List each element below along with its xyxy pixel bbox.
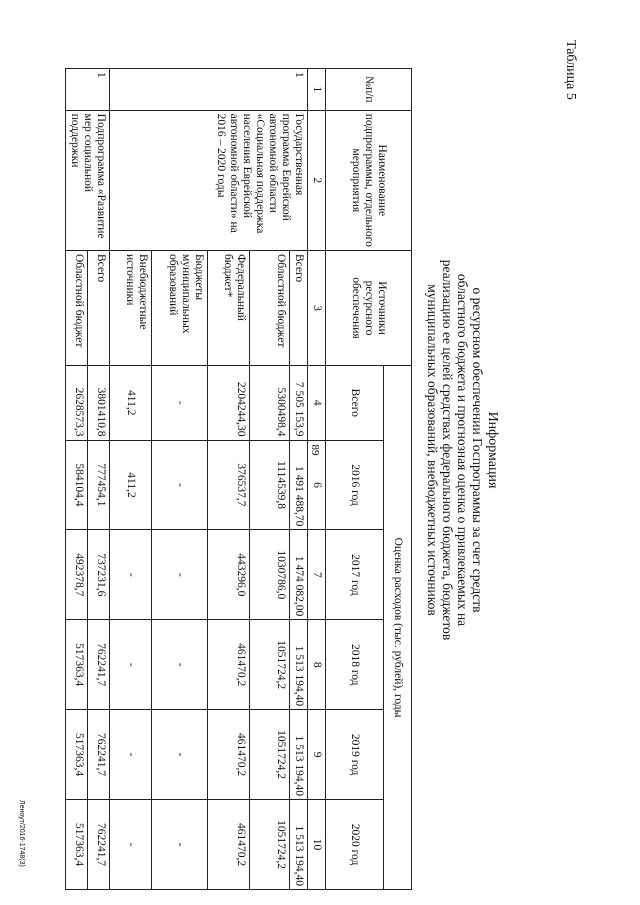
table-row <box>88 69 110 890</box>
value-cell: 762241,7 <box>88 710 110 800</box>
index-cell: 7 <box>308 530 326 620</box>
value-cell: - <box>152 366 208 441</box>
row-source: Бюджеты муниципальных образований <box>152 250 208 365</box>
value-cell: 7 505 153,9 <box>290 366 308 441</box>
value-cell: - <box>152 800 208 890</box>
table-row <box>290 69 308 890</box>
index-cell: 9 <box>308 710 326 800</box>
value-cell: 2204244,30 <box>208 366 250 441</box>
value-cell: 584104,4 <box>66 440 88 530</box>
index-cell: 1 <box>308 69 326 111</box>
row-source: Всего <box>290 250 308 365</box>
value-cell: 492378,7 <box>66 530 88 620</box>
value-cell: 411,2 <box>110 440 152 530</box>
value-cell: 3801410,8 <box>88 366 110 441</box>
value-cell: 517363,4 <box>66 620 88 710</box>
value-cell: 1 513 194,40 <box>290 800 308 890</box>
value-cell: - <box>110 800 152 890</box>
row-source: Внебюджетные источники <box>110 250 152 365</box>
value-cell: 762241,7 <box>88 800 110 890</box>
header-year: 2016 год <box>326 440 384 530</box>
document-heading <box>425 130 500 770</box>
page-number: 89 <box>309 444 321 456</box>
value-cell: 1114539,8 <box>250 440 290 530</box>
header-total: Всего <box>326 366 384 441</box>
row-source: Федеральный бюджет* <box>208 250 250 365</box>
value-cell: - <box>152 440 208 530</box>
value-cell: - <box>110 620 152 710</box>
value-cell: 1051724,2 <box>250 620 290 710</box>
value-cell: - <box>110 530 152 620</box>
value-cell: 461470,2 <box>208 800 250 890</box>
value-cell: 1 513 194,40 <box>290 710 308 800</box>
value-cell: 1 513 194,40 <box>290 620 308 710</box>
table-label: Таблица 5 <box>563 40 578 100</box>
header-year: 2017 год <box>326 530 384 620</box>
heading-line: муниципальных образований, внебюджетных источников <box>425 284 440 616</box>
heading-line: областного бюджета и прогнозная оценка о привлекаемых на <box>455 273 470 627</box>
resource-table <box>65 68 412 890</box>
header-num: №п/п <box>326 69 412 111</box>
index-row <box>308 69 326 890</box>
header-source: Источники ресурсного обеспечения <box>326 250 412 365</box>
value-cell: 376537,7 <box>208 440 250 530</box>
index-cell: 4 <box>308 366 326 441</box>
value-cell: 411,2 <box>110 366 152 441</box>
index-cell: 2 <box>308 110 326 250</box>
index-cell: 8 <box>308 620 326 710</box>
row-source: Областной бюджет <box>250 250 290 365</box>
header-estimate: Оценка расходов (тыс. рублей), годы <box>384 366 412 890</box>
index-cell: 3 <box>308 250 326 365</box>
value-cell: 443296,0 <box>208 530 250 620</box>
value-cell: 1030786,0 <box>250 530 290 620</box>
value-cell: 517363,4 <box>66 800 88 890</box>
heading-line: о ресурсном обеспечении Госпрограммы за счет средств <box>470 287 485 613</box>
index-cell: 6 <box>308 440 326 530</box>
value-cell: - <box>152 710 208 800</box>
header-year: 2020 год <box>326 800 384 890</box>
value-cell: 461470,2 <box>208 710 250 800</box>
value-cell: 1051724,2 <box>250 710 290 800</box>
row-num: 1 <box>110 69 308 111</box>
value-cell: 762241,7 <box>88 620 110 710</box>
value-cell: 1 491 488,70 <box>290 440 308 530</box>
value-cell: 777454,1 <box>88 440 110 530</box>
value-cell: 737231,6 <box>88 530 110 620</box>
value-cell: - <box>152 530 208 620</box>
footer-stamp: Леноут/2016-1748(3) <box>18 800 25 867</box>
row-name: Государственная программа Еврейской автономной области «Социальная поддержка населения Еврейской автономной области» на 2016 – 2020 годы <box>110 110 308 250</box>
row-source: Областной бюджет <box>66 250 88 365</box>
row-num: 1 <box>66 69 110 111</box>
row-source: Всего <box>88 250 110 365</box>
header-year: 2019 год <box>326 710 384 800</box>
value-cell: 2628573,3 <box>66 366 88 441</box>
row-name: Подпрограмма «Развитие мер социальной поддержки <box>66 110 110 250</box>
value-cell: - <box>110 710 152 800</box>
value-cell: 5300498,4 <box>250 366 290 441</box>
header-year: 2018 год <box>326 620 384 710</box>
header-name: Наименование подпрограммы, отдельного мероприятия <box>326 110 412 250</box>
index-cell: 10 <box>308 800 326 890</box>
heading-title: Информация <box>485 411 500 489</box>
value-cell: - <box>152 620 208 710</box>
value-cell: 461470,2 <box>208 620 250 710</box>
value-cell: 1051724,2 <box>250 800 290 890</box>
value-cell: 1 474 082,00 <box>290 530 308 620</box>
heading-line: реализацию ее целей средствах федерального бюджета, бюджетов <box>440 259 455 641</box>
value-cell: 517363,4 <box>66 710 88 800</box>
